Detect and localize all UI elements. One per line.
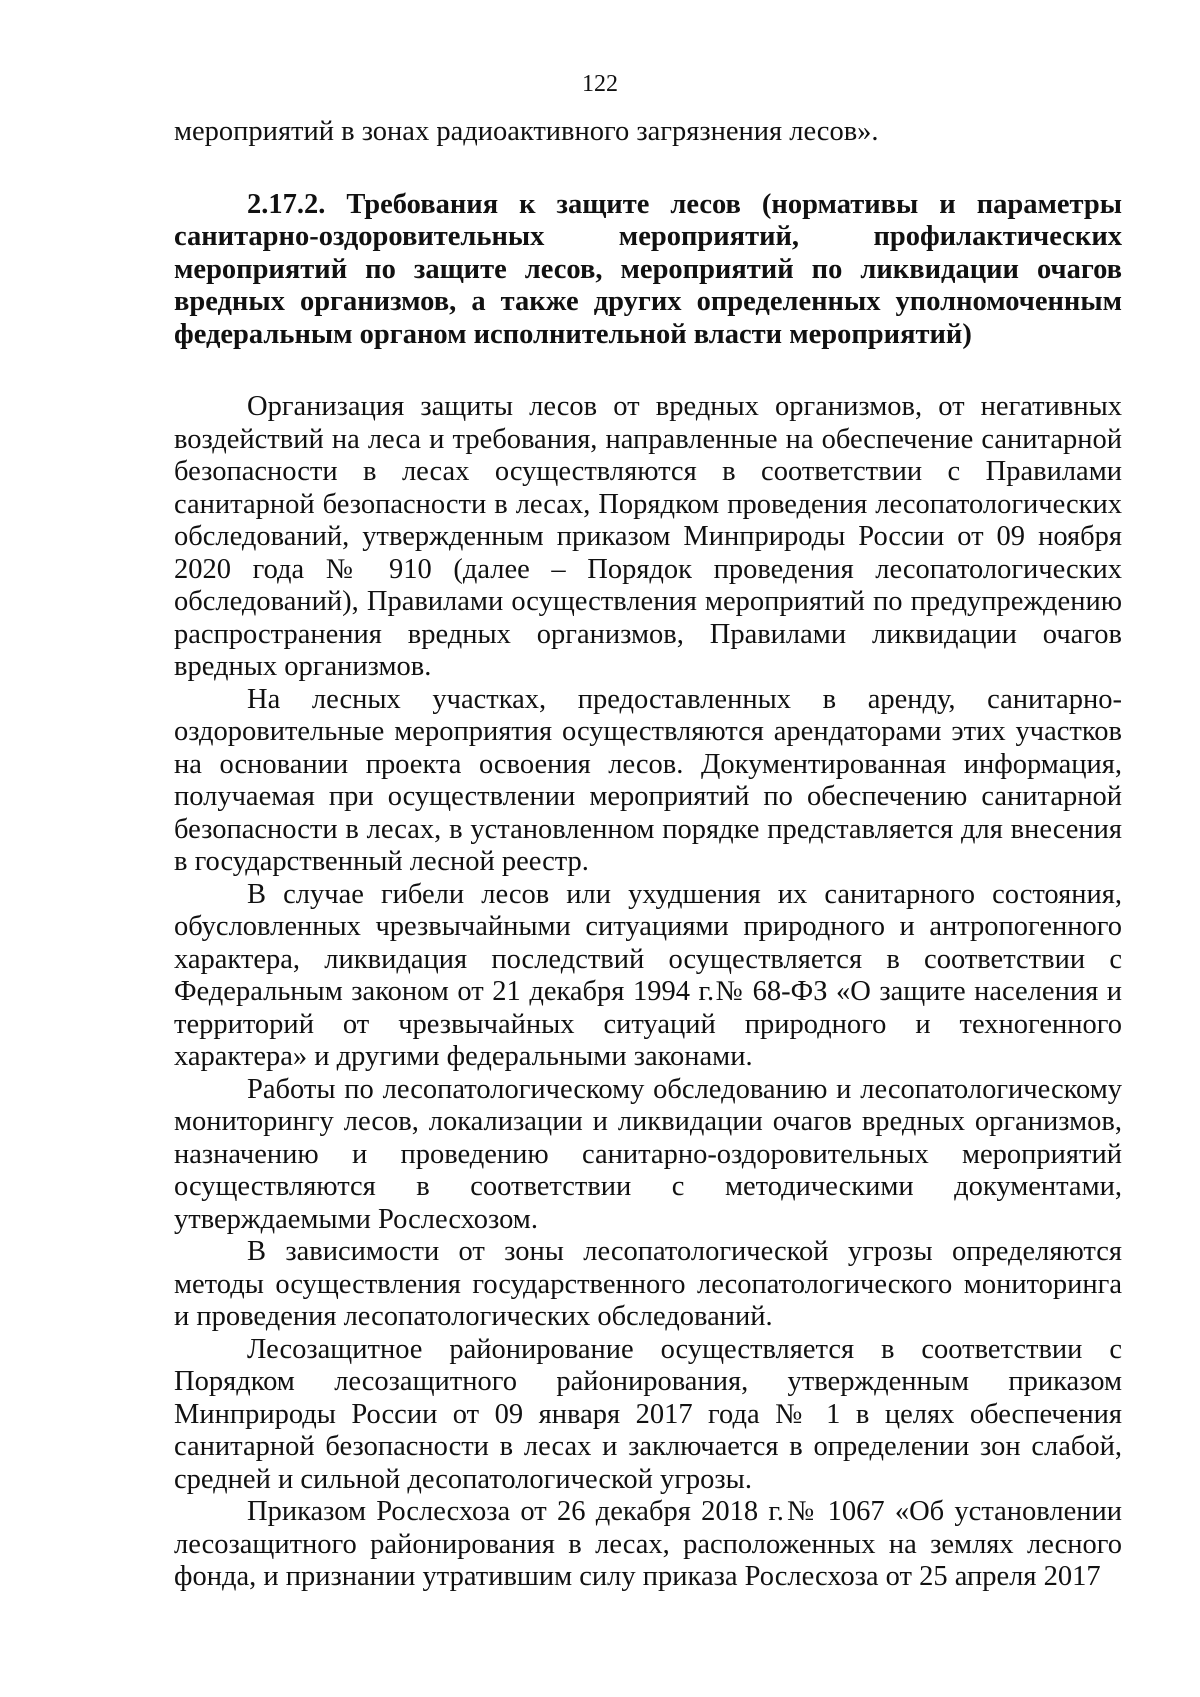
- paragraph: Приказом Рослесхоза от 26 декабря 2018 г.№ 1067 «Об установлении лесозащитного районирования в лесах, расположенных на землях лесного фонда, и признании утратившим силу приказа Рослесхоза от 25 апреля 2017: [174, 1496, 1122, 1592]
- paragraph-list: [174, 391, 1122, 1594]
- page-number: 122: [582, 71, 618, 97]
- paragraph: Организация защиты лесов от вредных организмов, от негативных воздействий на леса и требования, направленные на обеспечение санитарной безопасности в лесах осуществляются в соответствии с Правилами санитарной безопасности в лесах, Порядком проведения лесопатологических обследований, утвержденным приказом Минприроды России от 09 ноября 2020 года № 910 (далее – Порядок проведения лесопатологических обследований), Правилами осуществления мероприятий по предупреждению распространения вредных организмов, Правилами ликвидации очагов вредных организмов.: [174, 391, 1122, 682]
- document-body: [174, 116, 1122, 1594]
- paragraph: На лесных участках, предоставленных в аренду, санитарно-оздоровительные мероприятия осуществляются арендаторами этих участков на основании проекта освоения лесов. Документированная информация, получаемая при осуществлении мероприятий по обеспечению санитарной безопасности в лесах, в установленном порядке представляется для внесения в государственный лесной реестр.: [174, 683, 1122, 877]
- section-heading: 2.17.2. Требования к защите лесов (нормативы и параметры санитарно-оздоровительных мероприятий, профилактических мероприятий по защите лесов, мероприятий по ликвидации очагов вредных организмов, а также других определенных уполномоченным федеральным органом исполнительной власти мероприятий): [174, 188, 1122, 350]
- paragraph: Работы по лесопатологическому обследованию и лесопатологическому мониторингу лесов, локализации и ликвидации очагов вредных организмов, назначению и проведению санитарно-оздоровительных мероприятий осуществляются в соответствии с методическими документами, утверждаемыми Рослесхозом.: [174, 1073, 1122, 1235]
- paragraph: В случае гибели лесов или ухудшения их санитарного состояния, обусловленных чрезвычайными ситуациями природного и антропогенного характера, ликвидация последствий осуществляется в соответствии с Федеральным законом от 21 декабря 1994 г.№ 68-ФЗ «О защите населения и территорий от чрезвычайных ситуаций природного и техногенного характера» и другими федеральными законами.: [174, 878, 1122, 1072]
- paragraph: Лесозащитное районирование осуществляется в соответствии с Порядком лесозащитного районирования, утвержденным приказом Минприроды России от 09 января 2017 года № 1 в целях обеспечения санитарной безопасности в лесах и заключается в определении зон слабой, средней и сильной десопатологической угрозы.: [174, 1333, 1122, 1495]
- paragraph: В зависимости от зоны лесопатологической угрозы определяются методы осуществления государственного лесопатологического мониторинга и проведения лесопатологических обследований.: [174, 1236, 1122, 1332]
- continuation-line: мероприятий в зонах радиоактивного загрязнения лесов».: [174, 116, 879, 147]
